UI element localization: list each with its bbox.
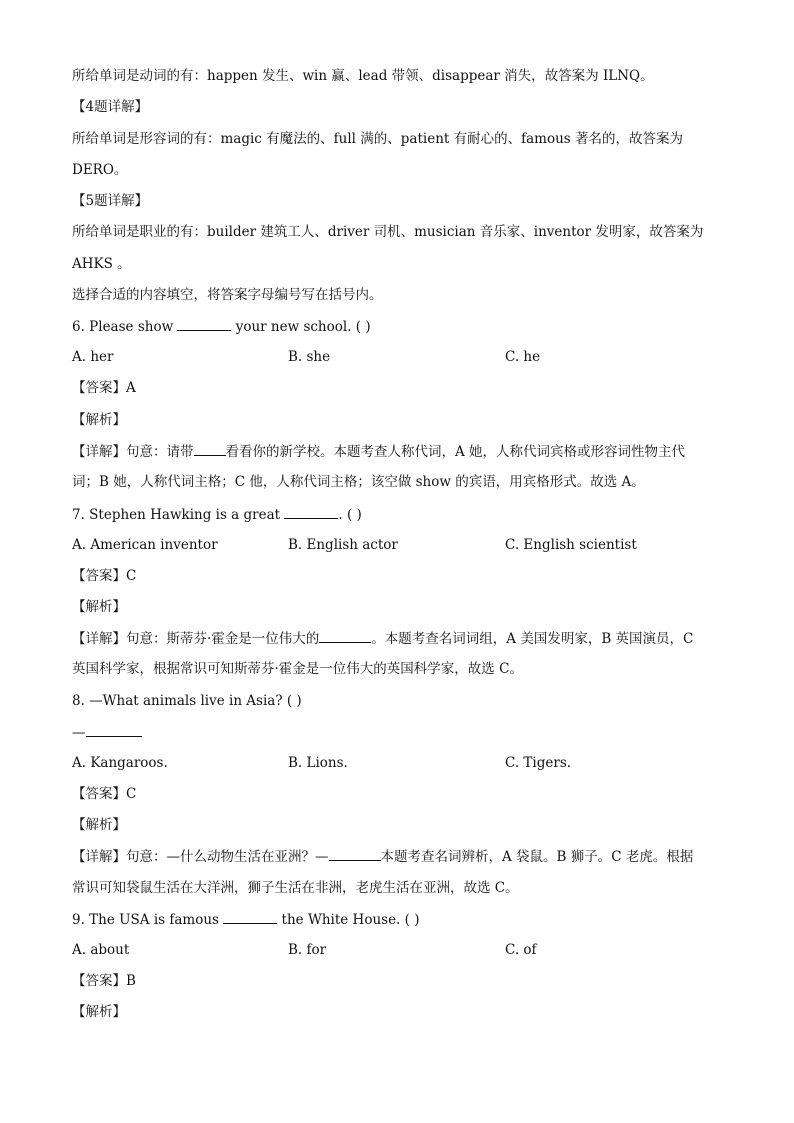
q5-answer: AHKS 。 xyxy=(72,256,131,272)
answer-blank xyxy=(284,504,338,519)
answer-label: 【答案】C xyxy=(72,786,137,802)
dash-text: — xyxy=(72,725,86,741)
detail-text: 【详解】句意：—什么动物生活在亚洲？— xyxy=(72,849,329,865)
q4-heading: 【4题详解】 xyxy=(72,99,149,115)
question-9-stem xyxy=(72,909,734,930)
stem-text: 6. Please show xyxy=(72,319,174,335)
option-c: C. he xyxy=(505,349,541,365)
question-7-stem xyxy=(72,504,734,525)
analysis-label: 【解析】 xyxy=(72,599,126,615)
option-b: B. English actor xyxy=(288,537,398,553)
detail-line xyxy=(72,628,734,649)
answer-blank xyxy=(177,316,231,331)
option-a: A. Kangaroos. xyxy=(72,755,168,771)
detail-text: 。本题考查名词词组，A 美国发明家，B 英国演员，C xyxy=(371,631,694,647)
q5-heading: 【5题详解】 xyxy=(72,193,149,209)
answer-label: 【答案】A xyxy=(72,380,136,396)
option-b: B. Lions. xyxy=(288,755,348,771)
detail-blank xyxy=(319,628,371,643)
q4-explanation: 所给单词是形容词的有：magic 有魔法的、full 满的、patient 有耐心的、famous 著名的，故答案为 xyxy=(72,131,683,147)
analysis-label: 【解析】 xyxy=(72,412,126,428)
option-a: A. her xyxy=(72,349,114,365)
question-6-stem xyxy=(72,316,734,337)
stem-text: your new school. ( ) xyxy=(235,319,371,335)
option-c: C. of xyxy=(505,942,537,958)
response-line xyxy=(72,722,734,743)
detail-line: 词；B 她，人称代词主格；C 他，人称代词主格；该空做 show 的宾语，用宾格形式。故选 A。 xyxy=(72,474,645,490)
detail-line: 英国科学家，根据常识可知斯蒂芬·霍金是一位伟大的英国科学家，故选 C。 xyxy=(72,661,523,677)
section-instruction: 选择合适的内容填空，将答案字母编号写在括号内。 xyxy=(72,287,383,303)
detail-text: 【详解】句意：斯蒂芬·霍金是一位伟大的 xyxy=(72,631,320,647)
q4-answer: DERO。 xyxy=(72,162,128,178)
answer-blank xyxy=(223,909,277,924)
answer-label: 【答案】B xyxy=(72,973,136,989)
option-b: B. for xyxy=(288,942,327,958)
stem-text: 9. The USA is famous xyxy=(72,912,219,928)
detail-line xyxy=(72,846,734,867)
q3-explanation: 所给单词是动词的有：happen 发生、win 赢、lead 带领、disappear 消失，故答案为 ILNQ。 xyxy=(72,68,654,84)
answer-blank xyxy=(86,722,142,737)
question-8-stem: 8. —What animals live in Asia? ( ) xyxy=(72,693,302,709)
option-c: C. English scientist xyxy=(505,537,637,553)
detail-text: 看看你的新学校。本题考查人称代词，A 她，人称代词宾格或形容词性物主代 xyxy=(225,444,686,460)
stem-text: . ( ) xyxy=(338,507,362,523)
analysis-label: 【解析】 xyxy=(72,1004,126,1020)
option-a: A. American inventor xyxy=(72,537,218,553)
q5-explanation: 所给单词是职业的有：builder 建筑工人、driver 司机、musician 音乐家、inventor 发明家，故答案为 xyxy=(72,224,704,240)
answer-label: 【答案】C xyxy=(72,568,137,584)
detail-text: 本题考查名词辨析，A 袋鼠。B 狮子。C 老虎。根据 xyxy=(380,849,694,865)
option-a: A. about xyxy=(72,942,130,958)
detail-line: 常识可知袋鼠生活在大洋洲，狮子生活在非洲，老虎生活在亚洲，故选 C。 xyxy=(72,880,519,896)
stem-text: 7. Stephen Hawking is a great xyxy=(72,507,281,523)
stem-text: the White House. ( ) xyxy=(281,912,420,928)
detail-line xyxy=(72,441,734,462)
option-b: B. she xyxy=(288,349,331,365)
detail-blank xyxy=(194,441,226,456)
option-c: C. Tigers. xyxy=(505,755,572,771)
detail-text: 【详解】句意：请带 xyxy=(72,444,194,460)
analysis-label: 【解析】 xyxy=(72,817,126,833)
detail-blank xyxy=(329,846,381,861)
